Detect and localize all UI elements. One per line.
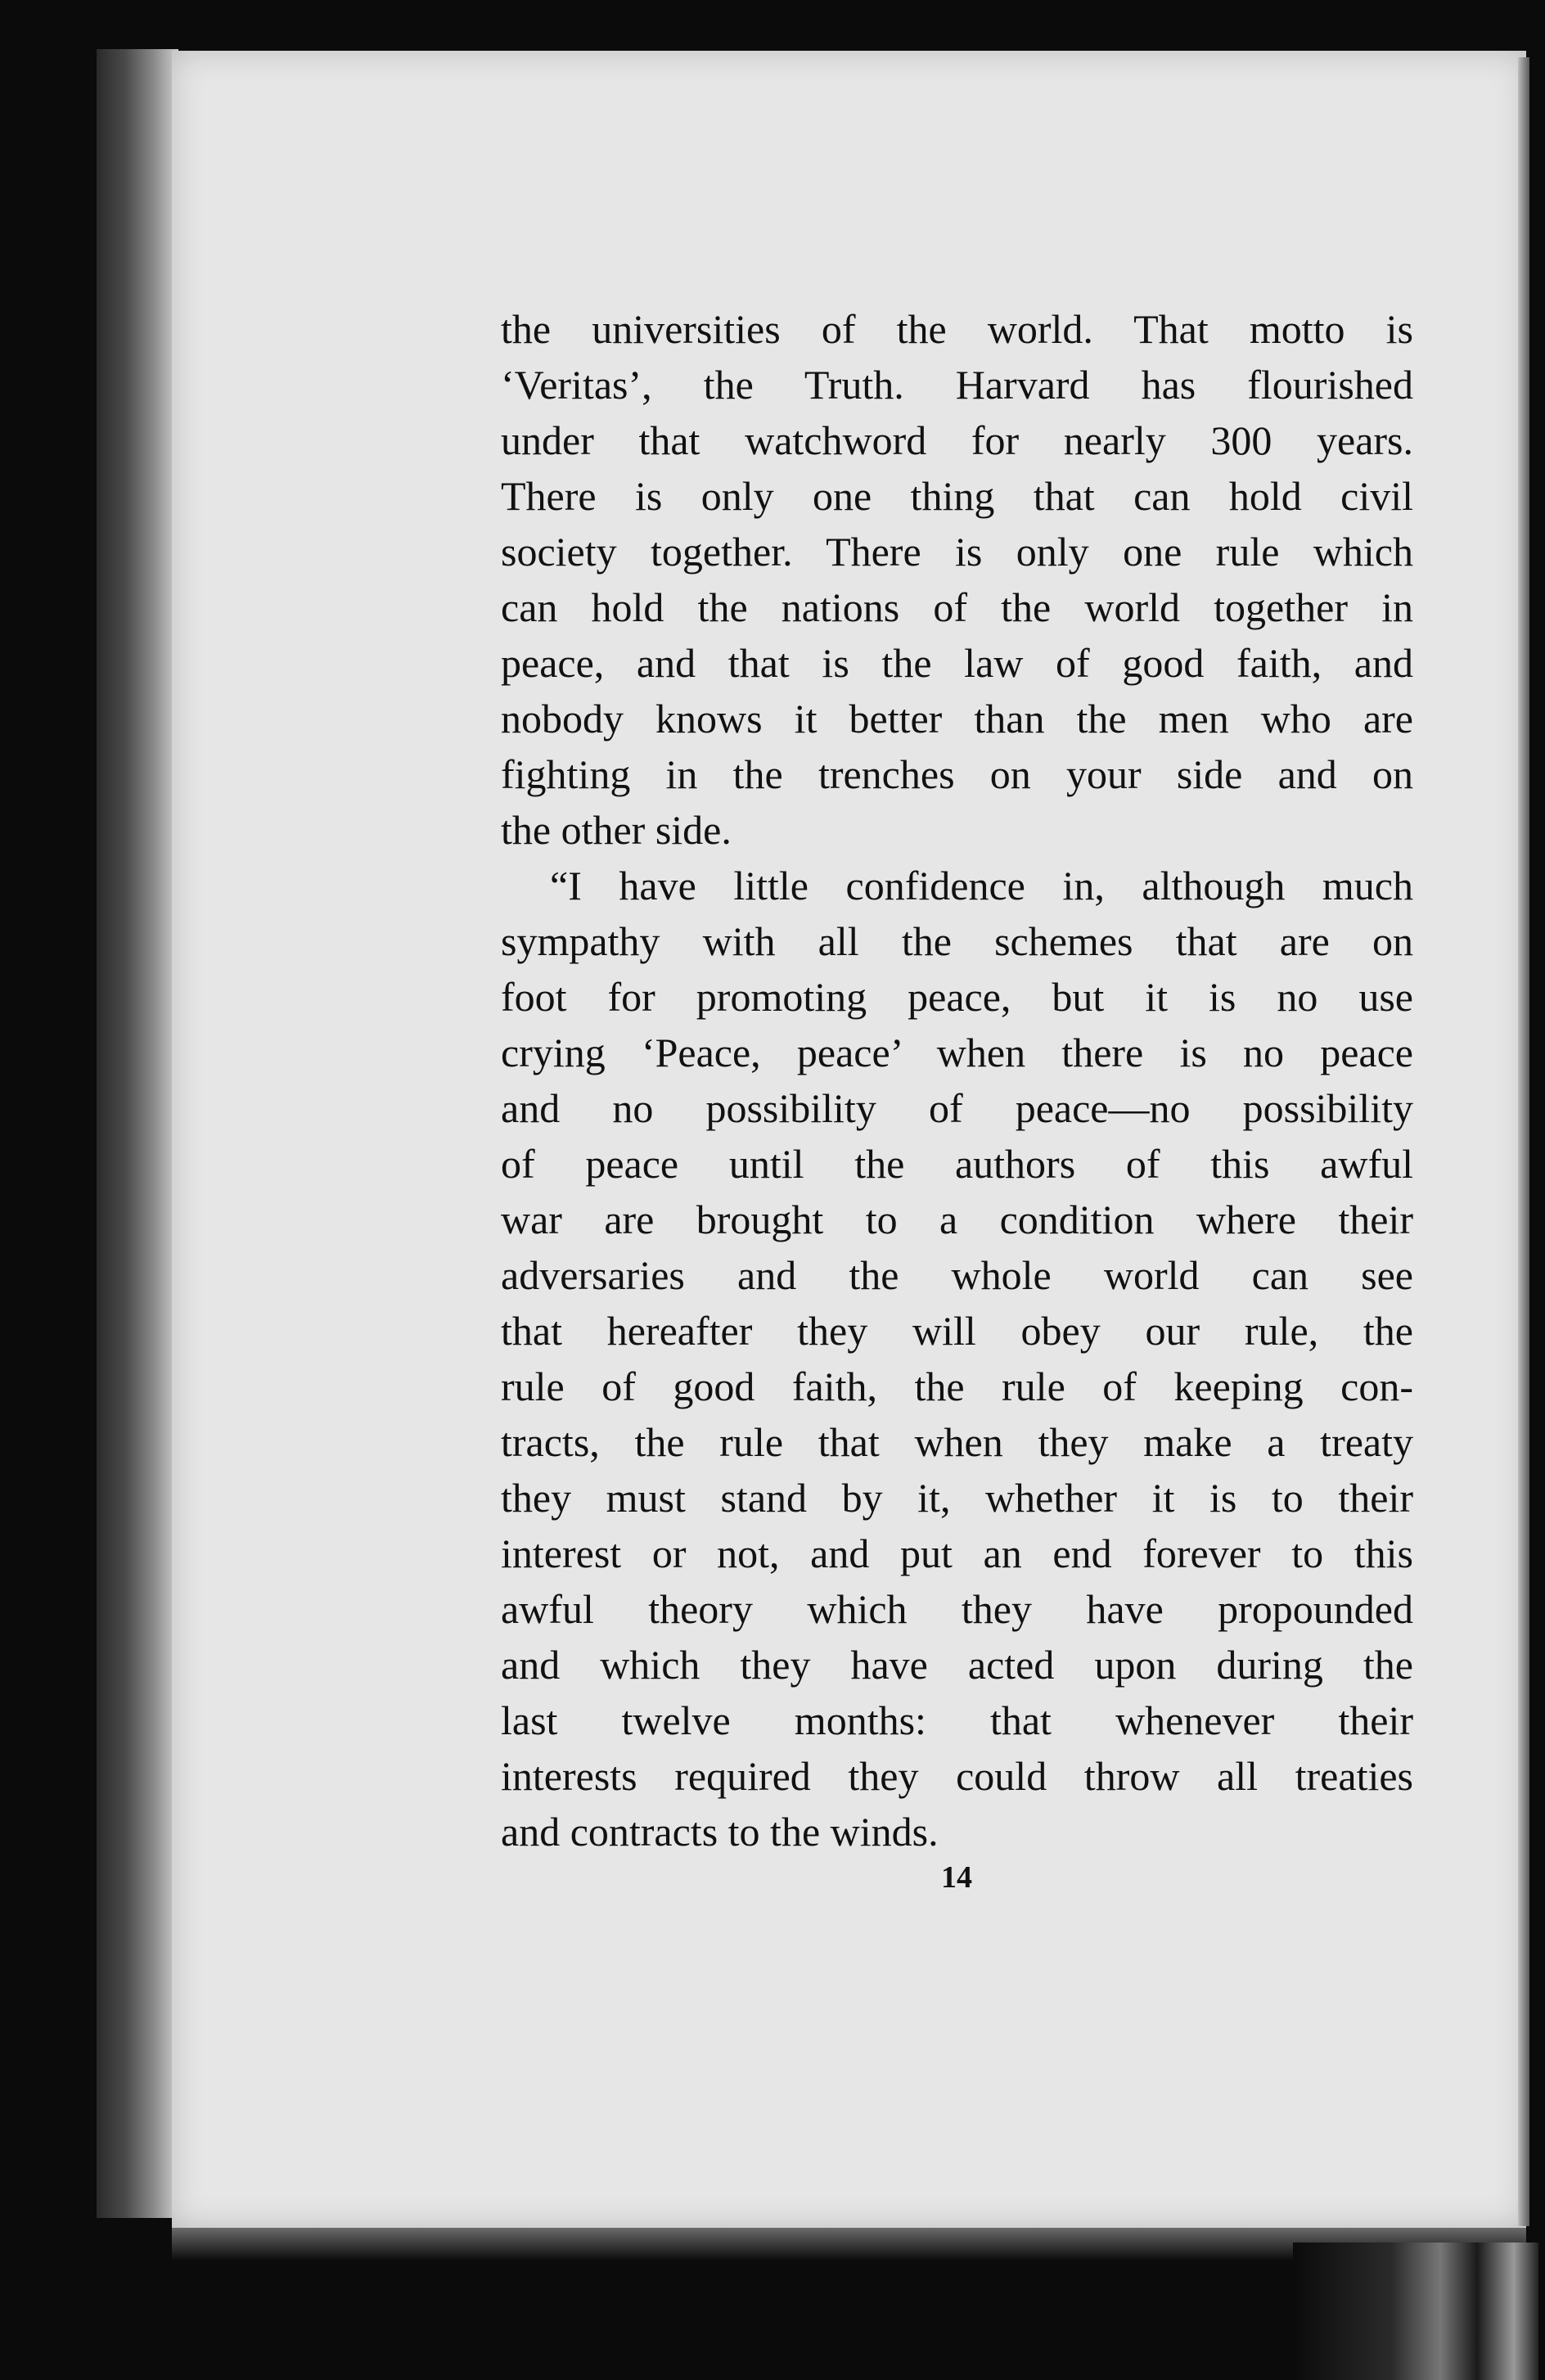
text-line: under that watchword for nearly 300 years. bbox=[501, 417, 1413, 463]
text-line: last twelve months: that whenever their bbox=[501, 1697, 1413, 1743]
text-line: interest or not, and put an end forever to this bbox=[501, 1530, 1413, 1576]
text-line: adversaries and the whole world can see bbox=[501, 1252, 1413, 1298]
text-line: awful theory which they have propounded bbox=[501, 1586, 1413, 1632]
text-line: war are brought to a condition where their bbox=[501, 1197, 1413, 1242]
text-line: the other side. bbox=[501, 807, 732, 853]
text-line: crying ‘Peace, peace’ when there is no peace bbox=[501, 1030, 1413, 1075]
text-line: foot for promoting peace, but it is no use bbox=[501, 974, 1413, 1020]
text-line: There is only one thing that can hold civil bbox=[501, 473, 1413, 519]
text-line: ‘Veritas’, the Truth. Harvard has flourished bbox=[501, 362, 1413, 408]
text-line: society together. There is only one rule which bbox=[501, 529, 1413, 575]
text-line: rule of good faith, the rule of keeping con- bbox=[501, 1364, 1413, 1409]
page-number: 14 bbox=[941, 1860, 972, 1895]
text-line: they must stand by it, whether it is to their bbox=[501, 1475, 1413, 1521]
text-line: and no possibility of peace—no possibility bbox=[501, 1085, 1413, 1131]
text-line: and contracts to the winds. bbox=[501, 1809, 939, 1855]
text-line: the universities of the world. That motto is bbox=[501, 306, 1413, 352]
text-line: and which they have acted upon during the bbox=[501, 1642, 1413, 1688]
paragraph-2 bbox=[501, 858, 1413, 1859]
text-line: can hold the nations of the world together in bbox=[501, 584, 1413, 630]
text-line: tracts, the rule that when they make a treaty bbox=[501, 1419, 1413, 1465]
text-line: sympathy with all the schemes that are on bbox=[501, 918, 1413, 964]
paragraph-1 bbox=[501, 301, 1413, 858]
text-line: of peace until the authors of this awful bbox=[501, 1141, 1413, 1187]
book-binding-edge bbox=[97, 49, 178, 2218]
text-line: peace, and that is the law of good faith, and bbox=[501, 640, 1413, 686]
text-line: fighting in the trenches on your side and on bbox=[501, 751, 1413, 797]
text-line: nobody knows it better than the men who are bbox=[501, 696, 1413, 741]
text-line: “I have little confidence in, although much bbox=[550, 863, 1413, 908]
page-right-edge bbox=[1518, 57, 1529, 2226]
text-line: interests required they could throw all treaties bbox=[501, 1753, 1413, 1799]
text-line: that hereafter they will obey our rule, the bbox=[501, 1308, 1413, 1354]
scan-corner-debris bbox=[1293, 2243, 1538, 2380]
body-text bbox=[501, 301, 1413, 1859]
